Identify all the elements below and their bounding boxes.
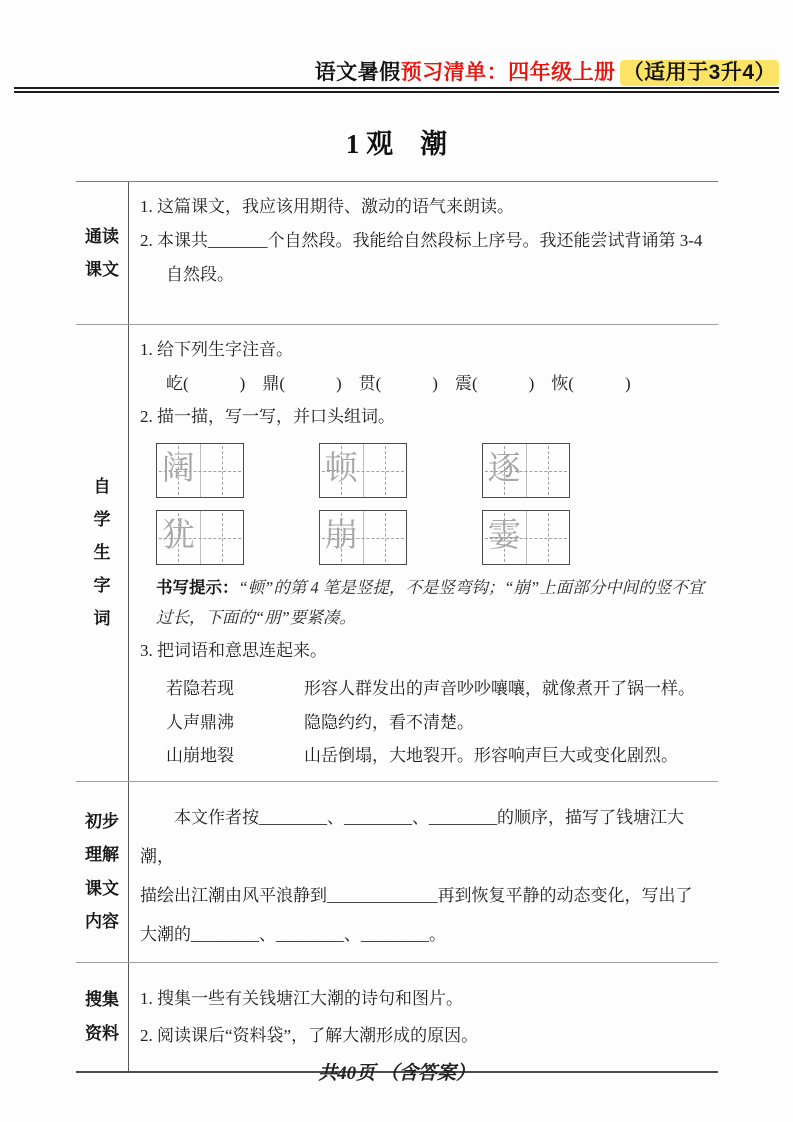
row-label-line: 初步	[85, 812, 119, 832]
writing-tip-text: “顿”的第 4 笔是竖提，不是竖弯钩；“崩”上面部分中间的竖不宜过长，下面的“朋”要紧凑。	[156, 578, 705, 627]
row-label-line: 理解	[85, 845, 119, 865]
character-practice-box	[319, 443, 407, 498]
practice-cell	[157, 511, 201, 564]
row-label-line: 资料	[85, 1023, 119, 1043]
writing-tip-label: 书写提示：	[156, 579, 239, 597]
row-content-collect	[129, 963, 718, 1071]
row-label-line: 学	[93, 510, 111, 530]
row-label-line: 字	[93, 576, 111, 596]
character-practice-box	[482, 443, 570, 498]
page-count-footer: 共40页 （含答案）	[318, 1063, 475, 1084]
worksheet-table	[76, 181, 718, 1073]
match-word: 山崩地裂	[166, 746, 234, 765]
row-label-line: 自	[93, 476, 111, 496]
header-double-rule	[14, 87, 779, 93]
practice-cell	[320, 444, 364, 497]
row-content-read-through	[129, 182, 718, 324]
task-item: 2. 本课共_______个自然段。我能给自然段标上序号。我还能尝试背诵第 3-4 自然段。	[140, 231, 703, 284]
character-practice-box	[319, 510, 407, 565]
trace-character: 犹	[161, 517, 195, 554]
practice-cell	[320, 511, 364, 564]
table-row-self-study	[76, 325, 718, 782]
row-label-line: 词	[93, 609, 111, 629]
practice-cell	[483, 511, 527, 564]
fill-blank-line: 大潮的________、________、________。	[140, 924, 446, 944]
pinyin-annotation-line: 屹( ) 鼎( ) 贯( ) 震( ) 恢( )	[166, 374, 631, 393]
header-checklist-text: 预习清单：四年级上册	[400, 61, 616, 84]
character-practice-box	[156, 510, 244, 565]
fill-blank-line: 描绘出江潮由风平浪静到_____________再到恢复平静的动态变化，写出了	[140, 885, 693, 905]
row-label-line: 搜集	[85, 990, 119, 1010]
trace-character: 崩	[324, 517, 358, 554]
match-word: 若隐若现	[166, 679, 234, 698]
character-practice-box	[482, 510, 570, 565]
task-item: 3. 把词语和意思连起来。	[140, 641, 327, 660]
row-label-line: 内容	[85, 911, 119, 931]
page-header	[315, 56, 779, 86]
practice-cell-empty	[527, 444, 570, 497]
table-row-collect-materials	[76, 963, 718, 1073]
word-meaning-matching	[140, 672, 712, 773]
practice-cell-empty	[201, 511, 244, 564]
task-item: 2. 阅读课后“资料袋”，了解大潮形成的原因。	[140, 1025, 479, 1045]
practice-cell-empty	[364, 511, 407, 564]
character-practice-box	[156, 443, 244, 498]
practice-cell-empty	[201, 444, 244, 497]
row-label-line: 课文	[85, 878, 119, 898]
task-item: 1. 这篇课文，我应该用期待、激动的语气来朗读。	[140, 197, 514, 216]
task-item: 1. 给下列生字注音。	[140, 340, 293, 359]
trace-character: 顿	[324, 450, 358, 487]
trace-character: 霎	[487, 517, 521, 554]
practice-cell	[157, 444, 201, 497]
row-label-read-through	[76, 182, 129, 324]
table-row-read-through	[76, 182, 718, 325]
match-row	[140, 672, 712, 706]
task-item: 1. 搜集一些有关钱塘江大潮的诗句和图片。	[140, 988, 463, 1008]
fill-blank-line: 本文作者按________、________、________的顺序，描写了钱塘江大潮，	[140, 807, 684, 866]
match-word: 人声鼎沸	[166, 712, 234, 732]
match-meaning: 形容人群发出的声音吵吵嚷嚷，就像煮开了锅一样。	[304, 679, 695, 698]
trace-character: 逐	[487, 450, 521, 487]
practice-cell	[483, 444, 527, 497]
match-row	[140, 706, 712, 740]
row-content-understand	[129, 782, 718, 962]
table-row-understand-content	[76, 782, 718, 963]
row-label-collect-materials	[76, 963, 129, 1071]
header-subject-text: 语文暑假	[314, 61, 401, 84]
task-item: 2. 描一描，写一写，并口头组词。	[140, 407, 395, 426]
row-label-line: 生	[93, 543, 111, 563]
row-label-understand-content	[76, 782, 129, 962]
lesson-title: 1 观 潮	[345, 129, 448, 159]
match-meaning: 隐隐约约，看不清楚。	[304, 712, 474, 732]
header-grade-badge: （适用于3升4）	[620, 60, 779, 86]
character-practice-grid	[156, 443, 712, 565]
practice-cell-empty	[364, 444, 407, 497]
row-content-self-study	[129, 325, 720, 781]
trace-character: 阔	[161, 450, 195, 487]
match-row	[140, 739, 712, 773]
match-meaning: 山岳倒塌，大地裂开。形容响声巨大或变化剧烈。	[304, 746, 678, 765]
writing-tip	[156, 573, 712, 632]
row-label-line: 通读	[85, 226, 119, 246]
row-label-self-study	[76, 325, 129, 781]
practice-cell-empty	[527, 511, 570, 564]
row-label-line: 课文	[85, 260, 119, 279]
